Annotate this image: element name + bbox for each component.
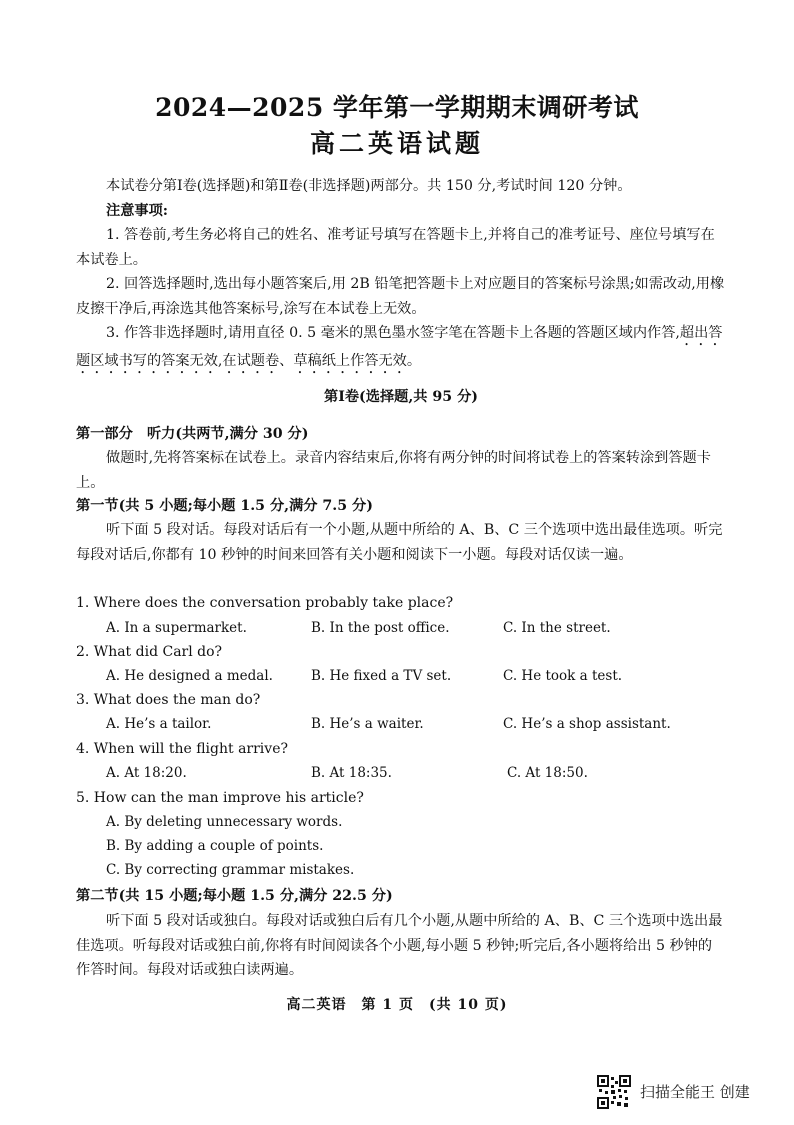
question-3-option-c: C. He’s a shop assistant. — [503, 716, 671, 732]
question-4-option-c: C. At 18:50. — [507, 765, 588, 781]
question-5-stem: 5. How can the man improve his article? — [76, 790, 364, 806]
notice-item-3-text: 3. 作答非选择题时,请用直径 0. 5 毫米的黑色墨水签字笔在答题卡上各题的答题区域内作答, — [106, 325, 680, 341]
section2-instruction: 听下面 5 段对话或独白。每段对话或独白后有几个小题,从题中所给的 A、B、C 三个选项中选出最佳选项。听每段对话或独白前,你将有时间阅读各个小题,每小题 5 秒钟;听完后,各小题将给出 5 秒钟的作答时间。每段对话或独白读两遍。 — [76, 913, 723, 978]
scanner-watermark: 扫描全能王 创建 — [640, 1083, 750, 1101]
question-5-option-b: B. By adding a couple of points. — [106, 838, 324, 854]
question-2-option-c: C. He took a test. — [503, 668, 623, 684]
question-4-option-b: B. At 18:35. — [311, 765, 392, 781]
question-2-option-b: B. He fixed a TV set. — [311, 668, 452, 684]
exam-subtitle: 高二英语试题 — [309, 129, 484, 158]
question-1-option-a: A. In a supermarket. — [106, 620, 247, 636]
volume1-heading: 第Ⅰ卷(选择题,共 95 分) — [324, 389, 478, 405]
notice-item-3 — [76, 321, 726, 377]
notice-item-3-emphasis: 超出答题区域书写的答案无效,在试题卷、草稿纸上作答无效。 — [76, 325, 723, 369]
page-footer: 高二英语 第 1 页 (共 10 页) — [286, 997, 508, 1013]
question-4-option-a: A. At 18:20. — [106, 765, 187, 781]
question-1-option-c: C. In the street. — [503, 620, 611, 636]
question-4-stem: 4. When will the flight arrive? — [76, 741, 288, 757]
exam-summary: 本试卷分第Ⅰ卷(选择题)和第Ⅱ卷(非选择题)两部分。共 150 分,考试时间 120 分钟。 — [106, 178, 632, 194]
section1-heading: 第一节(共 5 小题;每小题 1.5 分,满分 7.5 分) — [76, 498, 373, 514]
question-2-stem: 2. What did Carl do? — [76, 644, 223, 660]
notice-item-2: 2. 回答选择题时,选出每小题答案后,用 2B 铅笔把答题卡上对应题目的答案标号涂黑;如需改动,用橡皮擦干净后,再涂选其他答案标号,涂写在本试卷上无效。 — [76, 276, 725, 317]
notice-heading: 注意事项: — [106, 203, 168, 219]
question-3-option-b: B. He’s a waiter. — [311, 716, 424, 732]
qr-code-icon — [597, 1075, 631, 1109]
question-1-option-b: B. In the post office. — [311, 620, 450, 636]
section1-instruction: 听下面 5 段对话。每段对话后有一个小题,从题中所给的 A、B、C 三个选项中选出最佳选项。听完每段对话后,你都有 10 秒钟的时间来回答有关小题和阅读下一小题。每段对话仅读一遍。 — [76, 522, 723, 563]
part1-heading: 第一部分 听力(共两节,满分 30 分) — [76, 426, 309, 442]
question-3-stem: 3. What does the man do? — [76, 692, 261, 708]
question-1-stem: 1. Where does the conversation probably take place? — [76, 595, 454, 611]
exam-title: 2024—2025 学年第一学期期末调研考试 — [155, 93, 639, 122]
question-5-option-c: C. By correcting grammar mistakes. — [106, 862, 355, 878]
question-2-option-a: A. He designed a medal. — [106, 668, 273, 684]
notice-item-1: 1. 答卷前,考生务必将自己的姓名、准考证号填写在答题卡上,并将自己的准考证号、座位号填写在本试卷上。 — [76, 227, 715, 268]
question-5-option-a: A. By deleting unnecessary words. — [106, 814, 343, 830]
question-3-option-a: A. He’s a tailor. — [106, 716, 212, 732]
part1-instruction: 做题时,先将答案标在试卷上。录音内容结束后,你将有两分钟的时间将试卷上的答案转涂到答题卡上。 — [76, 450, 711, 491]
section2-heading: 第二节(共 15 小题;每小题 1.5 分,满分 22.5 分) — [76, 888, 393, 904]
